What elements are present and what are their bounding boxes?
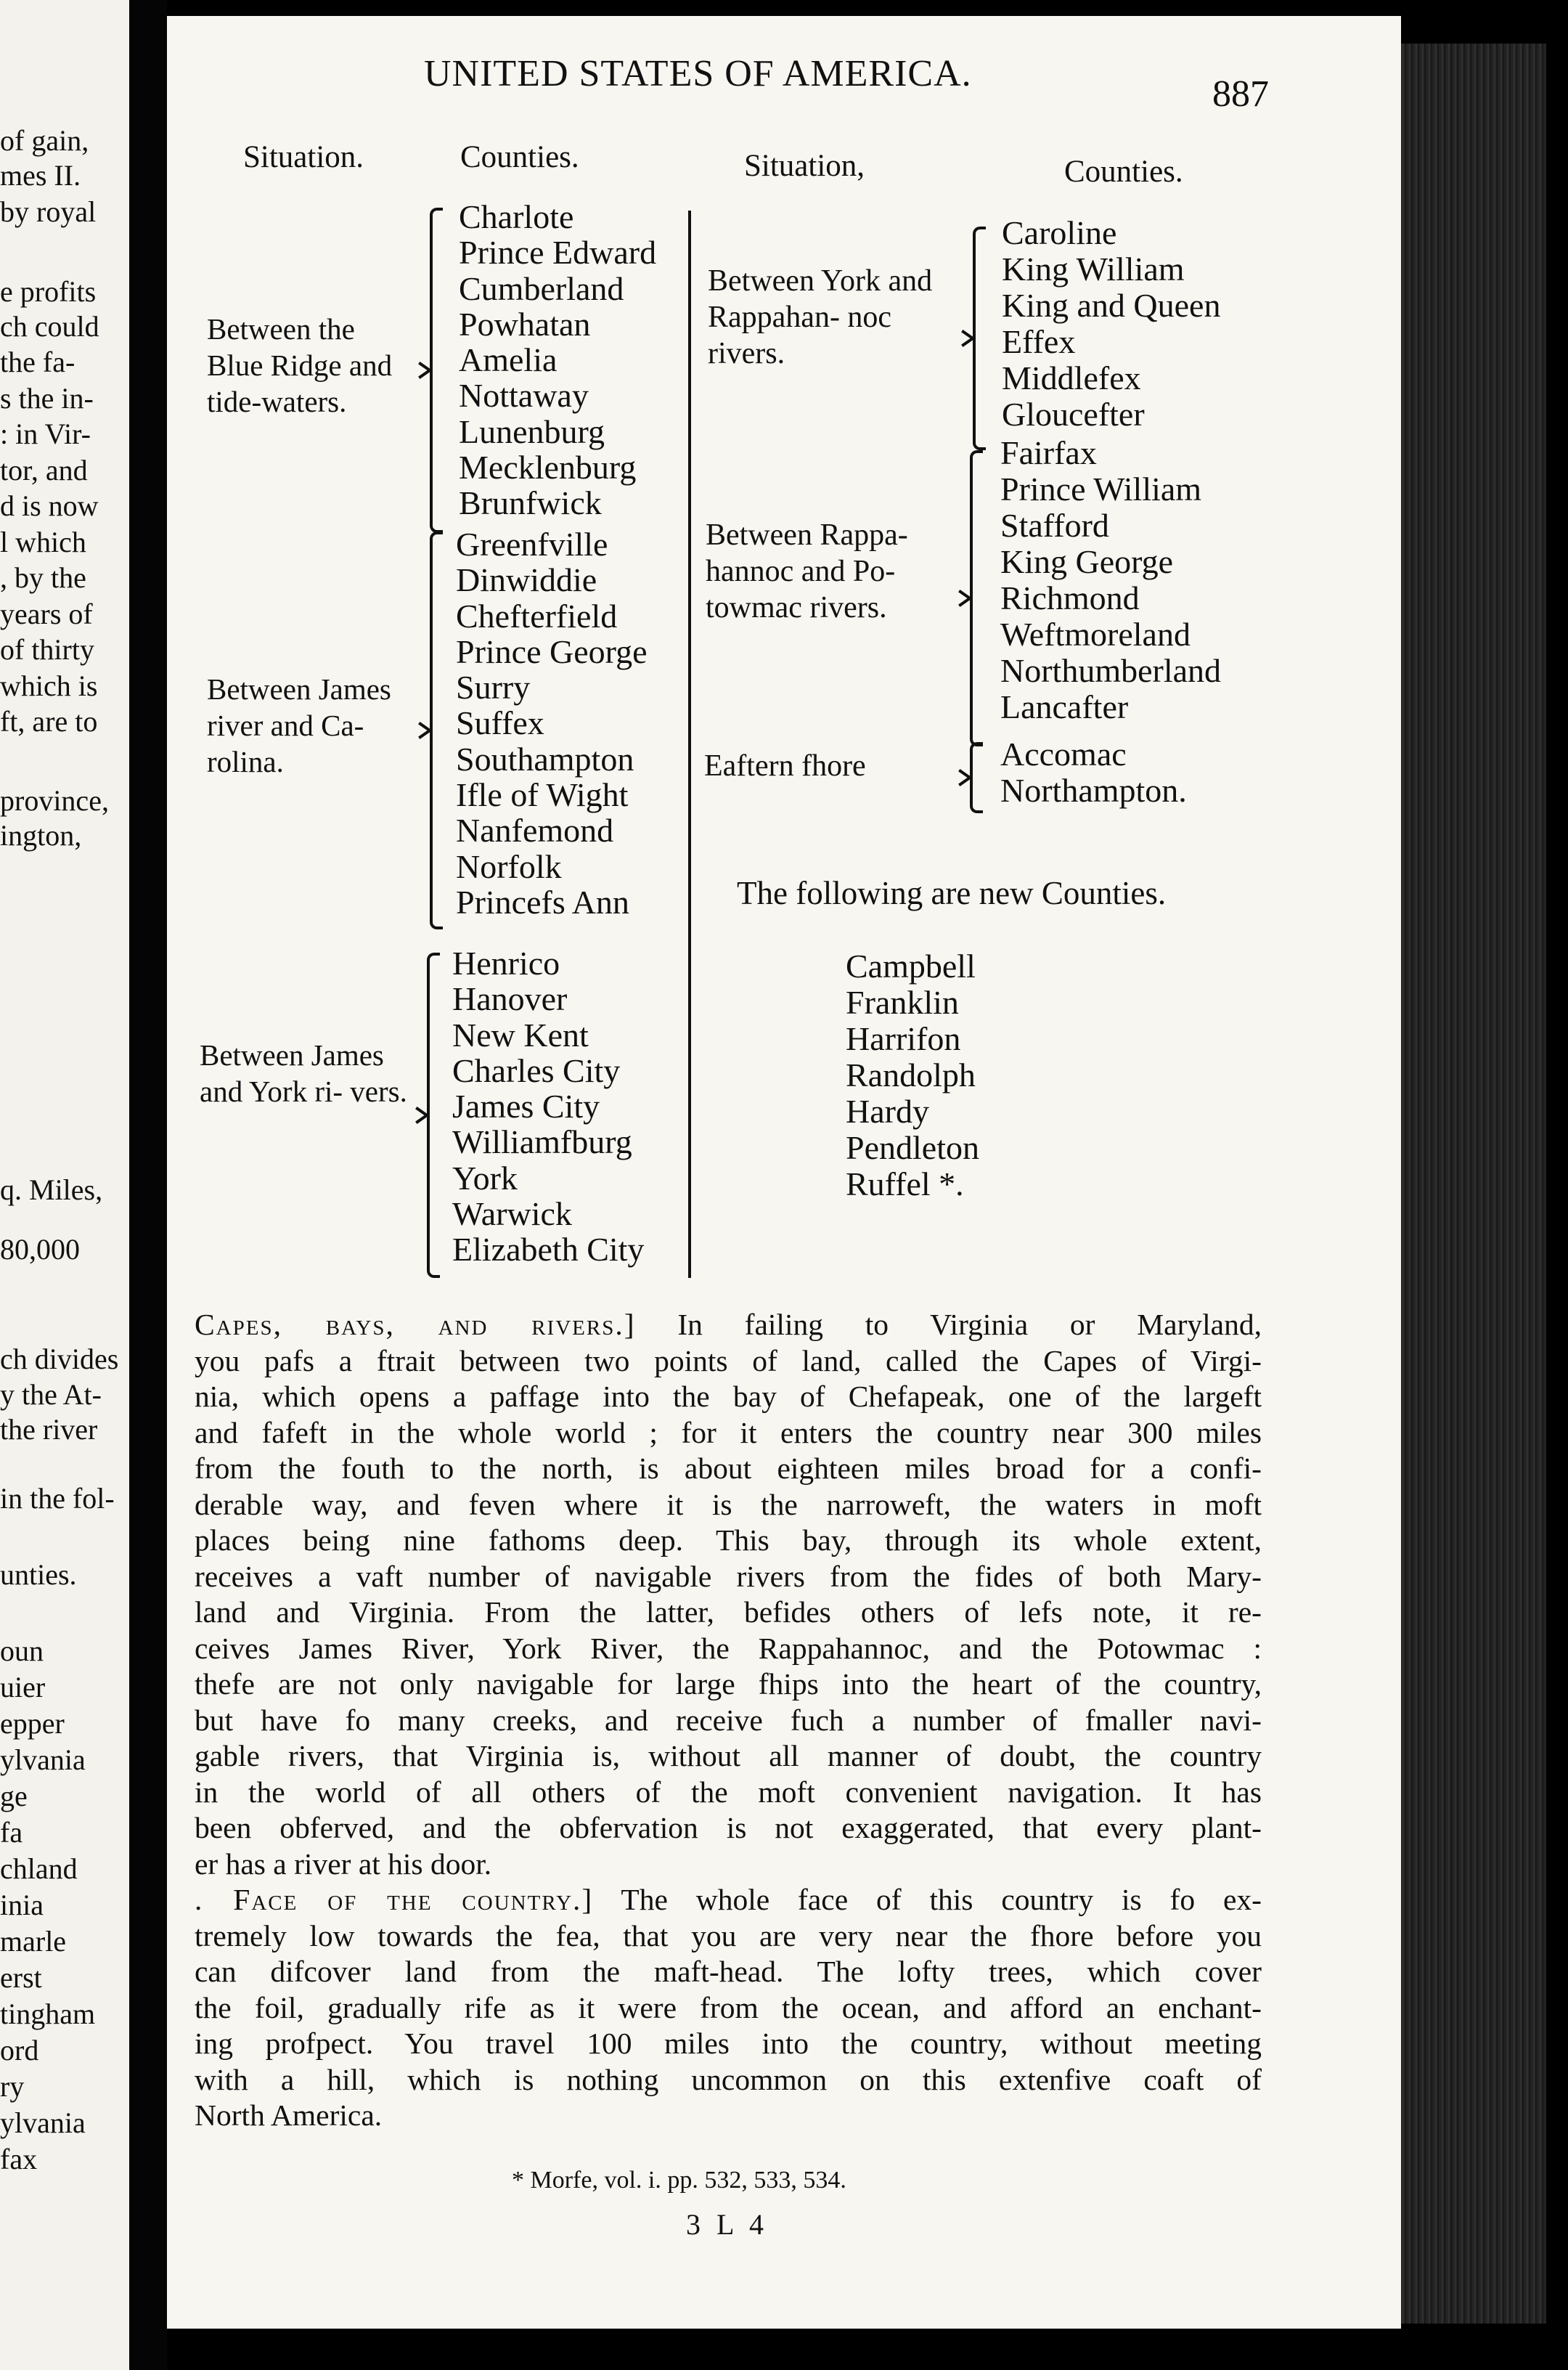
left-page-text-fragment: inia bbox=[0, 1889, 44, 1921]
col-head-situation-left: Situation. bbox=[243, 140, 364, 174]
paragraph-line: ceives James River, York River, the Rappahannoc, and the Potowmac : bbox=[195, 1631, 1262, 1665]
new-counties-heading: The following are new Counties. bbox=[737, 875, 1167, 911]
paragraph-line bbox=[195, 1882, 1262, 1918]
book-gutter bbox=[129, 0, 167, 2370]
paragraph-line: from the fouth to the north, is about eighteen miles broad for a confi- bbox=[195, 1451, 1262, 1485]
section-lead: . Face of the country.] bbox=[195, 1883, 594, 1916]
county: Brunfwick bbox=[459, 484, 602, 522]
county: New Kent bbox=[452, 1016, 589, 1054]
county: Richmond bbox=[1000, 579, 1140, 616]
county: Dinwiddie bbox=[456, 561, 597, 599]
county: York bbox=[452, 1159, 518, 1197]
county: Effex bbox=[1002, 323, 1076, 360]
paragraph-line: tremely low towards the fea, that you are very near the fhore before you bbox=[195, 1918, 1262, 1952]
left-page-text-fragment: d is now bbox=[0, 489, 99, 522]
county-list-blue-ridge bbox=[459, 199, 656, 521]
county: Amelia bbox=[459, 341, 558, 379]
county: Middlefex bbox=[1002, 359, 1141, 396]
county: Stafford bbox=[1000, 507, 1109, 544]
col-head-situation-right: Situation, bbox=[744, 149, 865, 183]
county: Mecklenburg bbox=[459, 449, 637, 486]
left-page-text-fragment: epper bbox=[0, 1707, 65, 1740]
county: Prince George bbox=[456, 632, 648, 670]
page bbox=[167, 16, 1401, 2329]
left-page-text-fragment: in the fol- bbox=[0, 1482, 115, 1515]
county: Warwick bbox=[452, 1195, 572, 1233]
county: Prince William bbox=[1000, 471, 1202, 508]
left-page-text-fragment: : in Vir- bbox=[0, 418, 91, 450]
brace bbox=[430, 208, 443, 533]
county: Henrico bbox=[452, 945, 560, 982]
county: Weftmoreland bbox=[1000, 616, 1191, 653]
situation-james-york: Between James and York ri- vers. bbox=[200, 1038, 407, 1108]
left-page-text-fragment: tingham bbox=[0, 1998, 96, 2030]
page-number: 887 bbox=[1212, 73, 1269, 115]
brace bbox=[427, 953, 440, 1278]
paragraph-line: derable way, and feven where it is the narroweft, the waters in moft bbox=[195, 1487, 1262, 1521]
county: Charlote bbox=[459, 198, 574, 235]
county: Franklin bbox=[846, 984, 959, 1021]
section-lead: Capes, bays, and rivers.] bbox=[195, 1308, 636, 1341]
left-page-text-fragment: ylvania bbox=[0, 1743, 86, 1776]
left-page-text-fragment: ch could bbox=[0, 310, 99, 343]
left-page-text-fragment: oun bbox=[0, 1634, 44, 1667]
county: Harrifon bbox=[846, 1020, 961, 1057]
county: Northumberland bbox=[1000, 652, 1222, 689]
situation-rappahannoc-potowmac: Between Rappa- hannoc and Po- towmac rivers. bbox=[706, 518, 908, 624]
county: King and Queen bbox=[1002, 287, 1221, 324]
county: Pendleton bbox=[846, 1129, 979, 1166]
col-head-counties-left: Counties. bbox=[460, 140, 579, 174]
county: Ruffel *. bbox=[846, 1165, 964, 1202]
left-page-text-fragment: mes II. bbox=[0, 159, 81, 192]
col-head-counties-right: Counties. bbox=[1064, 155, 1183, 189]
county-list-james-carolina bbox=[456, 526, 648, 920]
left-page-text-fragment: s the in- bbox=[0, 382, 94, 415]
left-page-text-fragment: l which bbox=[0, 526, 86, 558]
left-page-text-fragment: fa bbox=[0, 1816, 23, 1849]
county: Campbell bbox=[846, 948, 976, 985]
county: Williamfburg bbox=[452, 1123, 632, 1161]
left-page-text-fragment: , by the bbox=[0, 561, 86, 594]
left-page-text-fragment: ylvania bbox=[0, 2106, 86, 2139]
situation-james-carolina: Between James river and Ca- rolina. bbox=[207, 672, 391, 778]
footnote: * Morfe, vol. i. pp. 532, 533, 534. bbox=[512, 2167, 846, 2194]
county: Nottaway bbox=[459, 377, 589, 415]
left-page-text-fragment: which is bbox=[0, 669, 98, 702]
county: Prince Edward bbox=[459, 234, 657, 272]
paragraph-line: and fafeft in the whole world ; for it enters the country near 300 miles bbox=[195, 1415, 1262, 1449]
county: Princefs Ann bbox=[456, 883, 629, 921]
county: Ifle of Wight bbox=[456, 776, 629, 814]
left-page-text-fragment: province, bbox=[0, 784, 109, 817]
left-page-text-fragment: erst bbox=[0, 1961, 42, 1994]
left-page-text-fragment: of thirty bbox=[0, 633, 94, 666]
left-page-fragment bbox=[0, 0, 129, 2370]
brace bbox=[430, 532, 443, 929]
county: Lancafter bbox=[1000, 688, 1129, 725]
page-title: UNITED STATES OF AMERICA. bbox=[424, 53, 972, 94]
county: Lunenburg bbox=[459, 412, 605, 450]
paragraph-line: thefe are not only navigable for large fhips into the heart of the country, bbox=[195, 1667, 1262, 1701]
left-page-text-fragment: years of bbox=[0, 598, 93, 630]
left-page-text-fragment: 80,000 bbox=[0, 1233, 80, 1266]
left-page-text-fragment: ington, bbox=[0, 819, 82, 852]
left-page-text-fragment: the fa- bbox=[0, 346, 75, 378]
paragraph-line: but have fo many creeks, and receive fuch a number of fmaller navi- bbox=[195, 1703, 1262, 1737]
county: Accomac bbox=[1000, 736, 1127, 773]
county: Caroline bbox=[1002, 214, 1117, 251]
paragraph-line: receives a vaft number of navigable rivers from the fides of both Mary- bbox=[195, 1559, 1262, 1593]
county-list-james-york bbox=[452, 945, 644, 1268]
paragraph-line: gable rivers, that Virginia is, without all manner of doubt, the country bbox=[195, 1739, 1262, 1772]
paragraph-line: the foil, gradually rife as it were from the ocean, and afford an enchant- bbox=[195, 1990, 1262, 2024]
left-page-text-fragment: the river bbox=[0, 1413, 98, 1446]
brace bbox=[973, 227, 986, 450]
paragraph-line: been obferved, and the obfervation is not exaggerated, that every plant- bbox=[195, 1811, 1262, 1844]
paragraph-capes-bays-rivers bbox=[195, 1307, 1262, 1882]
county: Nanfemond bbox=[456, 812, 614, 850]
county: Fairfax bbox=[1000, 434, 1097, 471]
paragraph-line: can difcover land from the maft-head. The lofty trees, which cover bbox=[195, 1955, 1262, 1988]
paragraph-line: nia, which opens a paffage into the bay of Chefapeak, one of the largeft bbox=[195, 1380, 1262, 1413]
left-page-text-fragment: of gain, bbox=[0, 124, 89, 157]
brace bbox=[970, 450, 983, 746]
county: Hardy bbox=[846, 1093, 929, 1130]
county: Powhatan bbox=[459, 305, 591, 343]
county: Norfolk bbox=[456, 847, 562, 885]
county: King George bbox=[1000, 543, 1174, 580]
situation-eastern-shore: Eaftern fhore bbox=[704, 749, 866, 783]
left-page-text-fragment: ch divides bbox=[0, 1343, 119, 1375]
left-page-text-fragment: unties. bbox=[0, 1558, 77, 1591]
county: Suffex bbox=[456, 704, 544, 742]
brace bbox=[970, 742, 983, 813]
column-divider bbox=[688, 211, 691, 1278]
county-list-eastern-shore bbox=[1000, 735, 1187, 807]
county: Hanover bbox=[452, 980, 568, 1018]
paragraph-line bbox=[195, 1307, 1262, 1343]
situation-york-rappahannoc: Between York and Rappahan- noc rivers. bbox=[708, 264, 933, 370]
county: King William bbox=[1002, 251, 1185, 288]
new-counties-list bbox=[846, 947, 979, 1201]
left-page-text-fragment: tor, and bbox=[0, 454, 88, 486]
paragraph-line: land and Virginia. From the latter, befides others of lefs note, it re- bbox=[195, 1595, 1262, 1629]
line-text: The whole face of this country is fo ex- bbox=[621, 1883, 1262, 1916]
county: Surry bbox=[456, 669, 531, 706]
paragraph-face-of-country bbox=[195, 1882, 1262, 2134]
county: Charles City bbox=[452, 1051, 621, 1089]
signature-mark: 3 L 4 bbox=[686, 2208, 768, 2241]
county: Chefterfield bbox=[456, 597, 618, 635]
left-page-text-fragment: fax bbox=[0, 2143, 38, 2175]
county: Greenfville bbox=[456, 526, 608, 563]
county: James City bbox=[452, 1088, 600, 1125]
county: Northampton. bbox=[1000, 772, 1187, 809]
left-page-text-fragment: marle bbox=[0, 1925, 67, 1958]
county: Elizabeth City bbox=[452, 1231, 645, 1269]
left-page-text-fragment: uier bbox=[0, 1671, 46, 1703]
county-list-york-rappahannoc bbox=[1002, 213, 1220, 431]
left-page-text-fragment: chland bbox=[0, 1852, 78, 1885]
county: Southampton bbox=[456, 740, 634, 778]
county: Randolph bbox=[846, 1056, 976, 1094]
paragraph-line: in the world of all others of the moft convenient navigation. It has bbox=[195, 1775, 1262, 1809]
left-page-text-fragment: ry bbox=[0, 2070, 25, 2103]
paragraph-line: North America. bbox=[195, 2098, 383, 2132]
left-page-text-fragment: q. Miles, bbox=[0, 1173, 103, 1206]
left-page-text-fragment: ft, are to bbox=[0, 705, 98, 738]
left-page-text-fragment: e profits bbox=[0, 275, 97, 308]
paragraph-line: ing profpect. You travel 100 miles into the country, without meeting bbox=[195, 2027, 1262, 2060]
left-page-text-fragment: y the At- bbox=[0, 1378, 102, 1411]
line-text: In failing to Virginia or Maryland, bbox=[677, 1308, 1262, 1341]
page-edges bbox=[1401, 44, 1546, 2324]
paragraph-line: you pafs a ftrait between two points of land, called the Capes of Virgi- bbox=[195, 1343, 1262, 1377]
county-list-rappahannoc-potowmac bbox=[1000, 433, 1221, 724]
situation-blue-ridge: Between the Blue Ridge and tide-waters. bbox=[207, 312, 393, 418]
paragraph-line: with a hill, which is nothing uncommon on this extenfive coaft of bbox=[195, 2062, 1262, 2096]
left-page-text-fragment: by royal bbox=[0, 195, 97, 228]
county: Gloucefter bbox=[1002, 396, 1145, 433]
county: Cumberland bbox=[459, 269, 624, 307]
paragraph-line: places being nine fathoms deep. This bay, through its whole extent, bbox=[195, 1523, 1262, 1557]
left-page-text-fragment: ord bbox=[0, 2034, 39, 2066]
paragraph-line: er has a river at his door. bbox=[195, 1846, 492, 1881]
left-page-text-fragment: ge bbox=[0, 1780, 28, 1812]
